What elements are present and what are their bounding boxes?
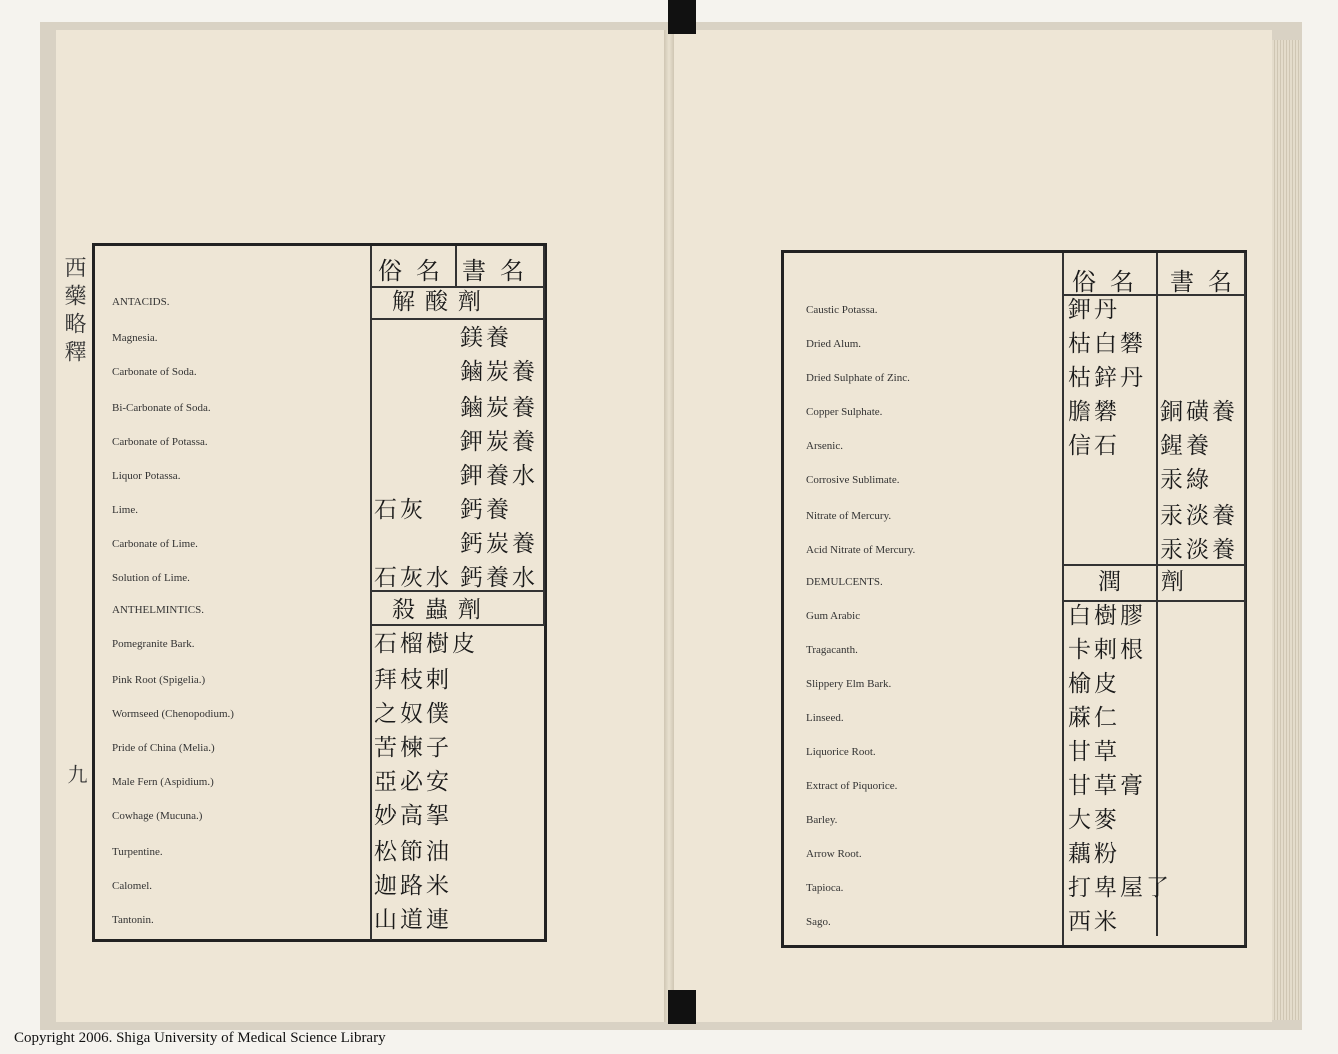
left-row-english: Wormseed (Chenopodium.) xyxy=(112,708,234,720)
right-row-book-name: 銅磺養 xyxy=(1160,399,1238,425)
left-row-english: ANTACIDS. xyxy=(112,296,170,308)
right-row-common-name: 甘草膏 xyxy=(1068,773,1146,799)
margin-title: 西藥略釋 xyxy=(61,256,86,368)
right-row-english: Arsenic. xyxy=(806,440,843,452)
left-row-common-name: 拜枝剌 xyxy=(374,667,452,693)
right-row-english: Tragacanth. xyxy=(806,644,858,656)
left-row-book-name: 鈣養 xyxy=(460,497,512,523)
right-row-common-name: 蔴仁 xyxy=(1068,705,1120,731)
left-row-book-name: 鉀養水 xyxy=(460,463,538,489)
right-row-english: Corrosive Sublimate. xyxy=(806,474,900,486)
left-row-book-name: 鏀炭養 xyxy=(460,359,538,385)
right-row-book-name: 汞綠 xyxy=(1160,467,1212,493)
right-row-english: Gum Arabic xyxy=(806,610,861,622)
left-row-common-name: 石榴樹皮 xyxy=(374,631,478,657)
left-row-common-name: 迦路米 xyxy=(374,873,452,899)
left-header-divider xyxy=(455,246,457,288)
right-row-common-name: 白樹膠 xyxy=(1068,603,1146,629)
left-row-common-name: 之奴僕 xyxy=(374,701,452,727)
right-row-common-name: 潤劑 xyxy=(1098,569,1224,595)
bookmark-ribbon-bottom xyxy=(668,990,696,1024)
right-row-common-name: 西米 xyxy=(1068,909,1120,935)
right-row-english: Extract of Piquorice. xyxy=(806,780,898,792)
right-row-english: Caustic Potassa. xyxy=(806,304,878,316)
right-row-common-name: 枯鋅丹 xyxy=(1068,365,1146,391)
right-row-english: Tapioca. xyxy=(806,882,844,894)
right-row-english: DEMULCENTS. xyxy=(806,576,883,588)
right-table-divider xyxy=(1062,253,1064,945)
right-row-english: Nitrate of Mercury. xyxy=(806,510,892,522)
right-row-common-name: 枯白礬 xyxy=(1068,331,1146,357)
left-table-rightcol xyxy=(543,246,545,624)
left-row-english: Calomel. xyxy=(112,880,153,892)
left-row-english: Magnesia. xyxy=(112,332,158,344)
left-row-book-name: 鉀炭養 xyxy=(460,429,538,455)
right-row-book-name: 鍟養 xyxy=(1160,433,1212,459)
right-row-common-name: 膽礬 xyxy=(1068,399,1120,425)
right-row-english: Arrow Root. xyxy=(806,848,862,860)
right-row-english: Sago. xyxy=(806,916,831,928)
left-row-english: Bi-Carbonate of Soda. xyxy=(112,402,211,414)
left-row-english: Carbonate of Lime. xyxy=(112,538,198,550)
left-row-book-name: 鏀炭養 xyxy=(460,395,538,421)
right-row-english: Slippery Elm Bark. xyxy=(806,678,892,690)
left-row-common-name: 松節油 xyxy=(374,839,452,865)
right-table xyxy=(781,250,1247,948)
left-row-english: Liquor Potassa. xyxy=(112,470,181,482)
right-row-english: Copper Sulphate. xyxy=(806,406,883,418)
right-row-common-name: 卡剌根 xyxy=(1068,637,1146,663)
left-row-english: Cowhage (Mucuna.) xyxy=(112,810,203,822)
right-row-common-name: 藕粉 xyxy=(1068,841,1120,867)
left-row-english: Turpentine. xyxy=(112,846,163,858)
left-header-colloquial: 俗名 xyxy=(378,257,454,285)
right-table-rightcol xyxy=(1244,253,1246,945)
left-row-book-name: 解酸劑 xyxy=(392,289,491,315)
left-row-common-name: 妙高挐 xyxy=(374,803,452,829)
left-row-common-name: 亞必安 xyxy=(374,769,452,795)
left-row-english: Lime. xyxy=(112,504,138,516)
right-row-common-name: 鉀丹 xyxy=(1068,297,1120,323)
right-row-english: Linseed. xyxy=(806,712,844,724)
right-row-book-name: 汞淡養 xyxy=(1160,503,1238,529)
right-row-book-name: 汞淡養 xyxy=(1160,537,1238,563)
right-row-english: Liquorice Root. xyxy=(806,746,876,758)
right-row-common-name: 甘草 xyxy=(1068,739,1120,765)
right-row-english: Acid Nitrate of Mercury. xyxy=(806,544,916,556)
left-row-english: Solution of Lime. xyxy=(112,572,190,584)
right-header-official: 書名 xyxy=(1170,268,1246,296)
left-row-english: Pride of China (Melia.) xyxy=(112,742,215,754)
left-row-english: Pomegranite Bark. xyxy=(112,638,195,650)
left-row-english: Carbonate of Soda. xyxy=(112,366,197,378)
left-row-english: Male Fern (Aspidium.) xyxy=(112,776,214,788)
left-row-common-name: 石灰水 xyxy=(374,565,452,591)
left-header-official: 書名 xyxy=(462,257,538,285)
right-row-common-name: 信石 xyxy=(1068,433,1120,459)
right-row-english: Barley. xyxy=(806,814,838,826)
left-row-common-name: 苦楝子 xyxy=(374,735,452,761)
right-row-english: Dried Sulphate of Zinc. xyxy=(806,372,910,384)
left-row-book-name: 鈣養水 xyxy=(460,565,538,591)
left-row-english: Pink Root (Spigelia.) xyxy=(112,674,206,686)
page-number: 九 xyxy=(64,764,88,790)
left-row-book-name: 鈣炭養 xyxy=(460,531,538,557)
left-row-common-name: 石灰 xyxy=(374,497,426,523)
left-row-english: ANTHELMINTICS. xyxy=(112,604,204,616)
right-header-colloquial: 俗名 xyxy=(1072,268,1148,296)
copyright-notice: Copyright 2006. Shiga University of Medical Science Library xyxy=(14,1030,386,1046)
page-edges xyxy=(1272,40,1300,1020)
left-row-english: Tantonin. xyxy=(112,914,154,926)
right-row-english: Dried Alum. xyxy=(806,338,861,350)
left-row-book-name: 鎂養 xyxy=(460,325,512,351)
right-row-common-name: 打卑屋了 xyxy=(1068,875,1172,901)
left-row-book-name: 殺蟲劑 xyxy=(392,597,491,623)
bookmark-ribbon-top xyxy=(668,0,696,34)
left-row-english: Carbonate of Potassa. xyxy=(112,436,208,448)
right-row-common-name: 大麥 xyxy=(1068,807,1120,833)
left-table-divider xyxy=(370,246,372,940)
left-row-common-name: 山道連 xyxy=(374,907,452,933)
right-row-common-name: 榆皮 xyxy=(1068,671,1120,697)
book-gutter xyxy=(664,30,674,1022)
left-section-rule xyxy=(370,318,545,320)
